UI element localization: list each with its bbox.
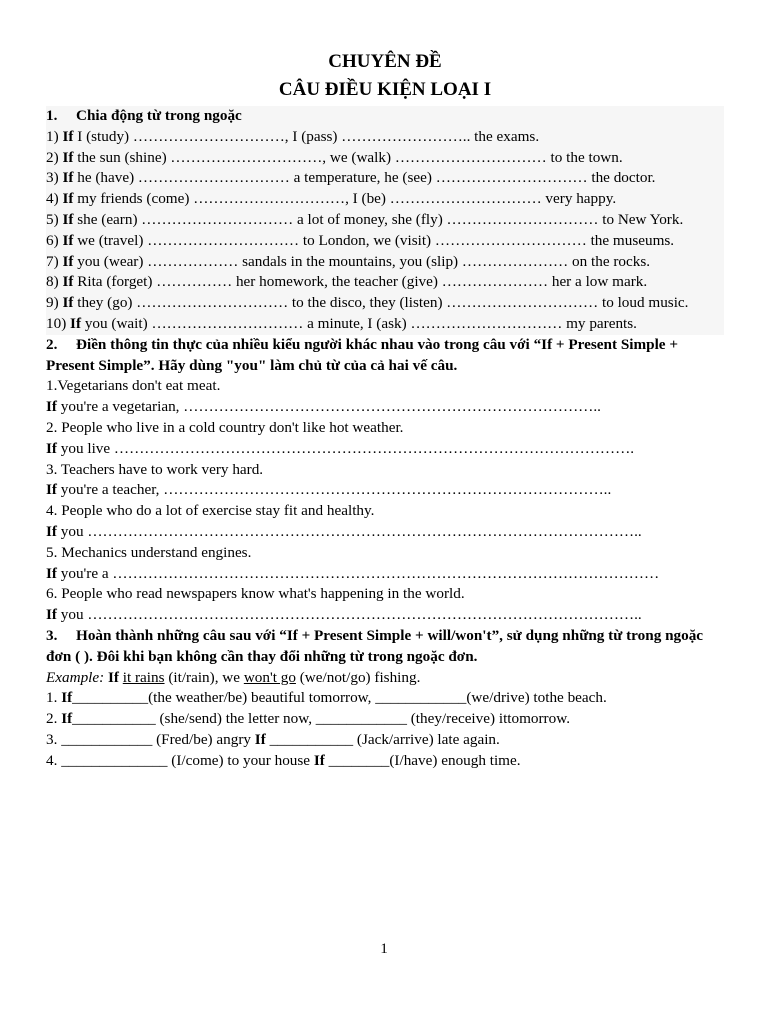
item-text: ___________ (she/send) the letter now, ____________ (they/receive) ittomorrow.	[72, 710, 570, 728]
item-number: 8)	[46, 273, 63, 291]
if-keyword: If	[46, 439, 57, 457]
answer-line	[46, 605, 724, 626]
example-text-1: (it/rain), we	[164, 668, 244, 686]
example-label: Example:	[46, 668, 105, 686]
item-text: ________(I/have) enough time.	[324, 751, 521, 769]
section-3	[46, 626, 724, 772]
section-2-heading	[46, 335, 724, 377]
item-text: the sun (shine) …………………………, we (walk) ………………………… to the town.	[73, 148, 623, 166]
if-keyword: If	[46, 564, 57, 582]
answer-line	[46, 480, 724, 501]
item-text: he (have) ………………………… a temperature, he (see) ………………………… the doctor.	[73, 169, 656, 187]
item-text: ___________ (Jack/arrive) late again.	[265, 730, 500, 748]
if-keyword: If	[108, 668, 119, 686]
item-number: 2)	[46, 148, 63, 166]
section-2	[46, 335, 724, 626]
if-keyword: If	[46, 522, 57, 540]
example-answer-2: won't go	[243, 668, 296, 686]
item-text: you (wait) ………………………… a minute, I (ask) ………………………… my parents.	[81, 314, 637, 332]
item-number: 10)	[46, 314, 71, 332]
statement: 3. Teachers have to work very hard.	[46, 460, 264, 478]
section-2-number: 2.	[46, 335, 58, 353]
item-number: 7)	[46, 252, 63, 270]
section-1	[46, 106, 724, 335]
item-text: I (study) …………………………, I (pass) …………………….. the exams.	[73, 127, 540, 145]
if-keyword: If	[70, 314, 82, 332]
example-line	[46, 668, 724, 689]
example-answer-1: it rains	[122, 668, 165, 686]
answer-line	[46, 522, 724, 543]
answer-text: you ………………………………………………………………………………………………..	[56, 606, 642, 624]
exercise-item	[46, 127, 724, 148]
title-line-1: CHUYÊN ĐỀ	[328, 51, 442, 72]
statement: 2. People who live in a cold country don't like hot weather.	[46, 418, 404, 436]
section-2-heading-text: Điền thông tin thực của nhiều kiểu người khác nhau vào trong câu với “If + Present Simple + Present Simple”. Hãy dùng "you" làm chủ từ của cả hai vế câu.	[46, 335, 678, 374]
if-keyword: If	[62, 210, 74, 228]
title-line-2: CÂU ĐIỀU KIỆN LOẠI I	[278, 79, 492, 100]
exercise-item	[46, 252, 724, 273]
answer-line	[46, 439, 724, 460]
exercise-item	[46, 231, 724, 252]
item-text: 2.	[46, 710, 62, 728]
item-number: 6)	[46, 231, 63, 249]
item-text: 4. ______________ (I/come) to your house	[46, 751, 314, 769]
if-keyword: If	[62, 273, 74, 291]
statement: 5. Mechanics understand engines.	[46, 543, 252, 561]
item-number: 9)	[46, 294, 63, 312]
item-text: __________(the weather/be) beautiful tomorrow, ____________(we/drive) tothe beach.	[72, 689, 607, 707]
exercise-item	[46, 168, 724, 189]
item-text: 3. ____________ (Fred/be) angry	[46, 730, 255, 748]
item-text: Rita (forget) …………… her homework, the teacher (give) ………………… her a low mark.	[73, 273, 648, 291]
exercise-item	[46, 293, 724, 314]
answer-line	[46, 564, 724, 585]
answer-text: you're a ………………………………………………………………………………………………	[56, 564, 660, 582]
if-keyword: If	[62, 231, 74, 249]
if-keyword: If	[46, 481, 57, 499]
exercise-item	[46, 314, 724, 335]
exercise-item	[46, 709, 724, 730]
if-keyword: If	[46, 606, 57, 624]
if-keyword: If	[62, 127, 74, 145]
if-keyword: If	[62, 169, 74, 187]
answer-line	[46, 397, 724, 418]
section-1-number: 1.	[46, 107, 58, 124]
item-text: my friends (come) …………………………, I (be) ………………………… very happy.	[73, 190, 617, 208]
answer-text: you ………………………………………………………………………………………………..	[56, 522, 642, 540]
section-1-heading-text: Chia động từ trong ngoặc	[76, 107, 242, 124]
if-keyword: If	[61, 689, 73, 707]
exercise-item	[46, 148, 724, 169]
exercise-item	[46, 730, 724, 751]
item-text: we (travel) ………………………… to London, we (visit) ………………………… the museums.	[73, 231, 675, 249]
item-text: you (wear) ……………… sandals in the mountains, you (slip) ………………… on the rocks.	[73, 252, 651, 270]
item-text: they (go) ………………………… to the disco, they (listen) ………………………… to loud music.	[73, 294, 689, 312]
if-keyword: If	[62, 294, 74, 312]
if-keyword: If	[254, 730, 266, 748]
statement: 1.Vegetarians don't eat meat.	[46, 377, 221, 395]
if-keyword: If	[61, 710, 73, 728]
if-keyword: If	[62, 148, 74, 166]
answer-text: you're a teacher, ……………………………………………………………………………..	[56, 481, 612, 499]
if-keyword: If	[62, 252, 74, 270]
answer-text: you're a vegetarian, ………………………………………………………………………..	[56, 398, 601, 416]
if-keyword: If	[62, 190, 74, 208]
page-number: 1	[380, 940, 388, 957]
section-3-number: 3.	[46, 626, 58, 644]
example-text-2: (we/not/go) fishing.	[295, 668, 421, 686]
if-keyword: If	[313, 751, 325, 769]
answer-text: you live ………………………………………………………………………………………….	[56, 439, 635, 457]
item-number: 3)	[46, 169, 63, 187]
exercise-item	[46, 272, 724, 293]
section-3-heading-text: Hoàn thành những câu sau với “If + Present Simple + will/won't”, sử dụng những từ trong ngoặc đơn ( ). Đôi khi bạn không cần thay đổi những từ trong ngoặc đơn.	[46, 626, 704, 665]
exercise-item	[46, 751, 724, 772]
item-number: 4)	[46, 190, 63, 208]
exercise-item	[46, 210, 724, 231]
statement: 6. People who read newspapers know what's happening in the world.	[46, 585, 465, 603]
statement: 4. People who do a lot of exercise stay fit and healthy.	[46, 502, 375, 520]
exercise-item	[46, 189, 724, 210]
exercise-item	[46, 688, 724, 709]
item-text: 1.	[46, 689, 62, 707]
document-page	[46, 48, 724, 772]
section-3-heading	[46, 626, 724, 668]
item-number: 5)	[46, 210, 63, 228]
item-text: she (earn) ………………………… a lot of money, she (fly) ………………………… to New York.	[73, 210, 684, 228]
item-number: 1)	[46, 127, 63, 145]
section-1-heading	[46, 106, 724, 127]
if-keyword: If	[46, 398, 57, 416]
